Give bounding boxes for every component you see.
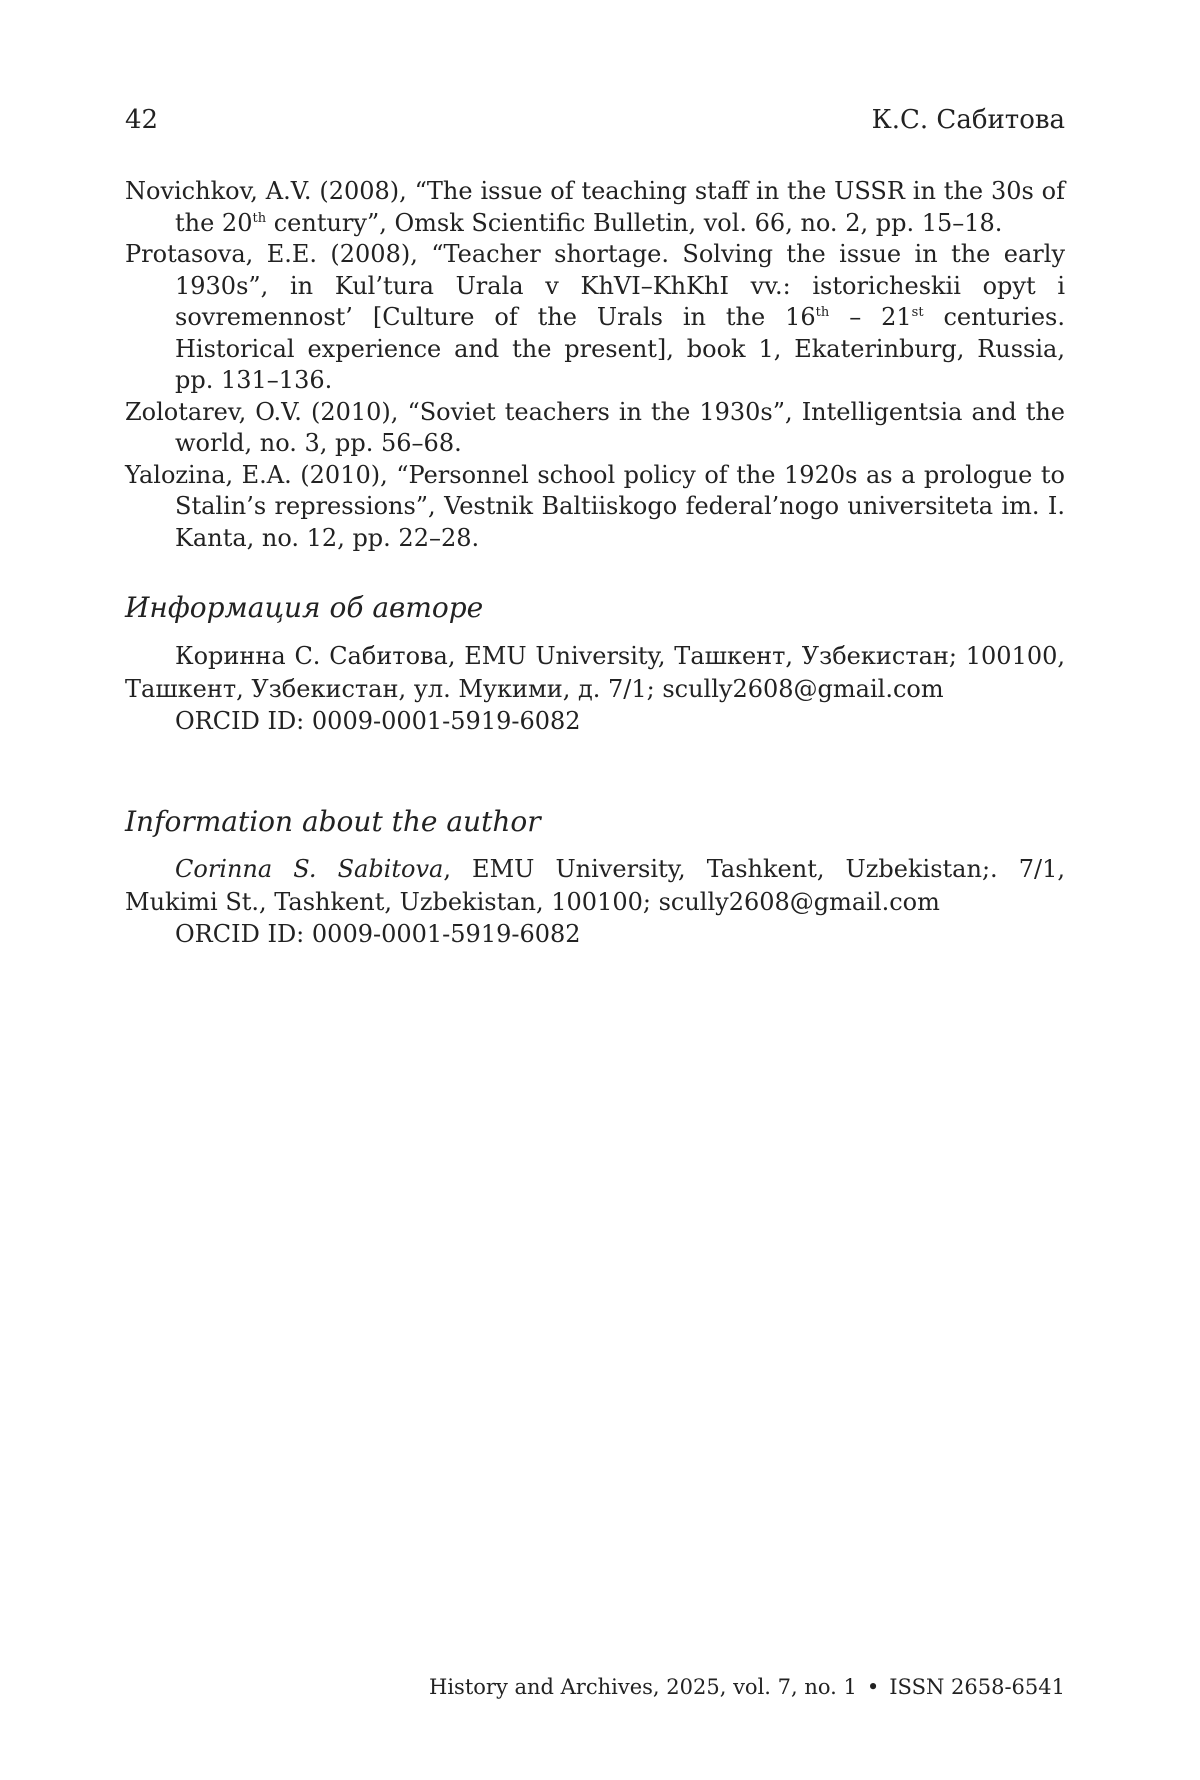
- journal-citation: History and Archives, 2025, vol. 7, no. 1: [429, 1675, 857, 1699]
- running-head: [125, 102, 1065, 138]
- reference-entry: Zolotarev, O.V. (2010), “Soviet teachers in the 1930s”, Intelligentsia and the world, no. 3, pp. 56–68.: [125, 397, 1065, 457]
- reference-text: – 21: [829, 303, 912, 331]
- reference-list: [125, 176, 1065, 554]
- document-page: [125, 0, 1065, 1780]
- author-affiliation-en: [125, 853, 1065, 918]
- reference-text: centuries. Historical experience and the present], book 1, Ekaterinburg, Russia, pp. 131–136.: [175, 303, 1065, 394]
- author-info-en: [125, 853, 1065, 951]
- author-info-heading-en: Information about the author: [125, 805, 541, 838]
- author-info-heading-ru: Информация об авторе: [125, 591, 484, 624]
- reference-text: Novichkov, A.V. (2008), “The issue of teaching staff in the USSR in the 30s of the 20: [125, 177, 1065, 237]
- superscript: st: [911, 305, 924, 320]
- issn: ISSN 2658-6541: [889, 1675, 1065, 1699]
- author-orcid-ru: ORCID ID: 0009-0001-5919-6082: [175, 707, 581, 735]
- author-orcid-en: ORCID ID: 0009-0001-5919-6082: [175, 920, 581, 948]
- running-title: К.С. Сабитова: [871, 105, 1065, 135]
- author-affiliation-ru: Коринна С. Сабитова, EMU University, Ташкент, Узбекистан; 100100, Ташкент, Узбекистан, ул. Мукими, д. 7/1; scully2608@gmail.com: [125, 642, 1065, 703]
- page-footer: [429, 1672, 1065, 1702]
- footer-separator: •: [866, 1675, 880, 1699]
- superscript: th: [252, 210, 267, 226]
- reference-entry: [125, 239, 1065, 397]
- reference-entry: Yalozina, E.A. (2010), “Personnel school policy of the 1920s as a prologue to Stalin’s repressions”, Vestnik Baltiiskogo federal’nogo universiteta im. I. Kanta, no. 12, pp. 22–28.: [125, 460, 1065, 552]
- reference-text: century”, Omsk Scientific Bulletin, vol. 66, no. 2, pp. 15–18.: [266, 208, 1003, 237]
- author-name-en: Corinna S. Sabitova: [175, 855, 444, 883]
- reference-entry: [125, 176, 1065, 239]
- page-number: 42: [125, 105, 159, 135]
- author-affiliation-text-en: , EMU University, Tashkent, Uzbekistan;. 7/1, Mukimi St., Tashkent, Uzbekistan, 100100; scully2608@gmail.com: [125, 855, 1065, 916]
- superscript: th: [815, 305, 830, 320]
- author-info-ru: [125, 640, 1065, 738]
- reference-text: Protasova, E.E. (2008), “Teacher shortage. Solving the issue in the early 1930s”, in Kul’tura Urala v KhVI–KhKhI vv.: istoricheskii opyt i sovremennost’ [Culture of the Urals in the 16: [125, 240, 1065, 331]
